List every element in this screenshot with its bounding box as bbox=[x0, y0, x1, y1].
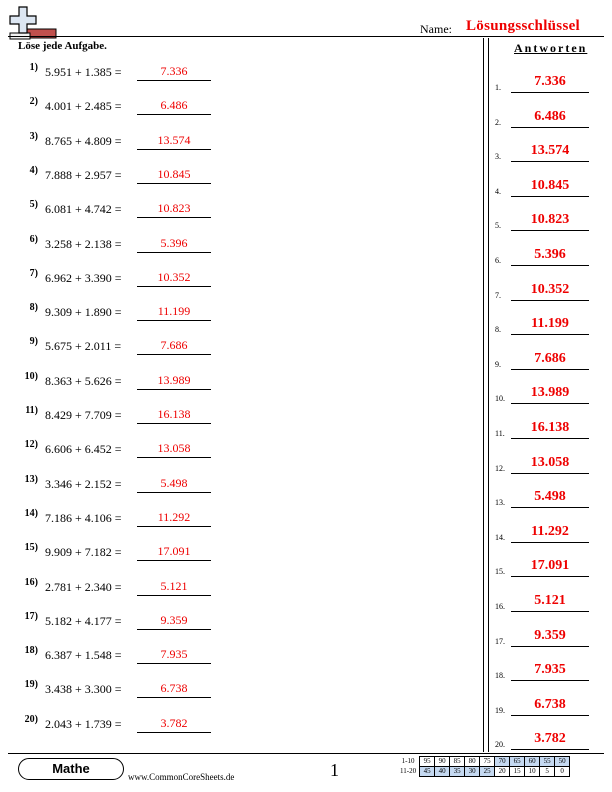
problem-expression: 6.606 + 6.452 = bbox=[45, 442, 122, 457]
answer-key-number: 11. bbox=[495, 429, 505, 438]
answer-key-value: 17.091 bbox=[511, 558, 589, 577]
problem-number: 6) bbox=[29, 233, 38, 245]
answer-key-value: 13.989 bbox=[511, 385, 589, 404]
answer-key-value: 11.199 bbox=[511, 316, 589, 335]
problem-answer: 10.845 bbox=[137, 167, 211, 184]
header-divider bbox=[8, 36, 604, 37]
problem-answer: 5.121 bbox=[137, 579, 211, 596]
problem-number: 5) bbox=[29, 199, 38, 211]
answer-key-number: 2. bbox=[495, 117, 501, 127]
score-table bbox=[398, 756, 570, 777]
problem-answer: 9.359 bbox=[137, 613, 211, 630]
score-row-label: 11-20 bbox=[400, 767, 417, 775]
problem-answer: 13.574 bbox=[137, 133, 211, 150]
score-cell: 45 bbox=[420, 767, 435, 777]
problem-number: 20) bbox=[24, 713, 38, 725]
problem-expression: 5.951 + 1.385 = bbox=[45, 65, 122, 79]
subject-badge: Mathe bbox=[18, 758, 124, 780]
problem-answer: 13.058 bbox=[137, 441, 211, 458]
problem-number: 15) bbox=[24, 542, 38, 554]
problem-expression: 6.387 + 1.548 = bbox=[45, 648, 122, 663]
answer-key-value: 5.396 bbox=[511, 247, 589, 266]
column-divider bbox=[483, 38, 484, 752]
problem-expression: 4.001 + 2.485 = bbox=[45, 99, 122, 114]
score-cell: 30 bbox=[465, 767, 480, 777]
score-cell: 75 bbox=[480, 757, 495, 767]
score-cell: 35 bbox=[450, 767, 465, 777]
answer-key-value: 16.138 bbox=[511, 420, 589, 439]
answer-key-number: 19. bbox=[495, 705, 505, 715]
problem-number: 19) bbox=[24, 679, 38, 691]
answer-key-value: 7.336 bbox=[511, 74, 589, 93]
score-cell: 65 bbox=[510, 757, 525, 767]
answer-key-value: 7.935 bbox=[511, 662, 589, 681]
score-cell: 10 bbox=[525, 767, 540, 777]
problem-number: 18) bbox=[24, 645, 38, 657]
problem-number: 9) bbox=[29, 336, 38, 348]
problem-expression: 2.043 + 1.739 = bbox=[45, 716, 122, 731]
answer-key-value: 3.782 bbox=[511, 731, 589, 750]
problem-answer: 10.823 bbox=[137, 201, 211, 218]
answer-key-value: 10.823 bbox=[511, 212, 589, 231]
answer-key-value: 5.121 bbox=[511, 593, 589, 612]
score-cell: 85 bbox=[450, 757, 465, 767]
score-cell: 20 bbox=[495, 767, 510, 777]
problem-expression: 8.363 + 5.626 = bbox=[45, 373, 122, 388]
answer-key-value: 13.574 bbox=[511, 143, 589, 162]
problem-answer: 17.091 bbox=[137, 544, 211, 561]
score-cell: 80 bbox=[465, 757, 480, 767]
score-row-label: 1-10 bbox=[401, 757, 415, 765]
problem-answer: 6.486 bbox=[137, 98, 211, 115]
problem-answer: 11.199 bbox=[137, 304, 211, 321]
problem-number: 12) bbox=[24, 439, 38, 451]
answers-heading: Antworten bbox=[514, 41, 588, 55]
score-cell: 70 bbox=[495, 757, 510, 767]
problem-expression: 5.182 + 4.177 = bbox=[45, 613, 122, 628]
problem-number: 11) bbox=[25, 405, 38, 416]
problem-answer: 7.686 bbox=[137, 338, 211, 355]
answer-key-number: 5. bbox=[495, 221, 501, 231]
answer-key-value: 6.738 bbox=[511, 697, 589, 716]
problem-expression: 9.309 + 1.890 = bbox=[45, 305, 122, 320]
answer-key-value: 13.058 bbox=[511, 455, 589, 474]
score-row bbox=[398, 767, 570, 777]
website-link[interactable]: www.CommonCoreSheets.de bbox=[128, 772, 235, 782]
score-row bbox=[398, 757, 570, 767]
problem-expression: 9.909 + 7.182 = bbox=[45, 545, 122, 560]
problem-expression: 7.888 + 2.957 = bbox=[45, 167, 122, 182]
answer-key-number: 20. bbox=[495, 740, 505, 750]
instructions: Löse jede Aufgabe. bbox=[18, 40, 107, 52]
score-cell: 60 bbox=[525, 757, 540, 767]
score-cell: 25 bbox=[480, 767, 495, 777]
name-value: Lösungsschlüssel bbox=[466, 18, 581, 34]
problem-answer: 5.396 bbox=[137, 236, 211, 253]
score-cell: 95 bbox=[420, 757, 435, 767]
problem-number: 16) bbox=[24, 576, 38, 588]
page-number: 1 bbox=[330, 760, 339, 780]
problem-number: 4) bbox=[29, 164, 38, 176]
answer-key-value: 10.352 bbox=[511, 282, 589, 301]
answer-key-number: 7. bbox=[495, 290, 501, 300]
problem-number: 14) bbox=[24, 507, 38, 519]
score-cell: 5 bbox=[540, 767, 555, 777]
answer-key-number: 3. bbox=[495, 152, 501, 162]
problem-expression: 2.781 + 2.340 = bbox=[45, 579, 122, 594]
problem-expression: 7.186 + 4.106 = bbox=[45, 510, 122, 525]
answer-key-value: 9.359 bbox=[511, 628, 589, 647]
problem-expression: 8.765 + 4.809 = bbox=[45, 133, 122, 148]
score-cell: 55 bbox=[540, 757, 555, 767]
answer-key-number: 16. bbox=[495, 602, 505, 611]
problem-answer: 13.989 bbox=[137, 373, 211, 390]
problem-expression: 3.438 + 3.300 = bbox=[45, 682, 122, 697]
problem-answer: 10.352 bbox=[137, 270, 211, 287]
answer-key-number: 12. bbox=[495, 463, 505, 473]
answer-key-number: 6. bbox=[495, 256, 501, 265]
problem-number: 8) bbox=[29, 302, 38, 314]
problem-number: 2) bbox=[29, 96, 38, 108]
score-cell: 90 bbox=[435, 757, 450, 767]
answer-key-number: 8. bbox=[495, 325, 501, 335]
score-cell: 40 bbox=[435, 767, 450, 777]
name-label: Name: bbox=[420, 22, 452, 36]
problem-expression: 3.258 + 2.138 = bbox=[45, 236, 122, 251]
problem-answer: 6.738 bbox=[137, 681, 211, 698]
problem-number: 7) bbox=[29, 267, 38, 279]
answer-key-number: 1. bbox=[495, 83, 501, 92]
problem-expression: 8.429 + 7.709 = bbox=[45, 408, 122, 422]
answer-key-number: 4. bbox=[495, 186, 501, 196]
answer-key-number: 10. bbox=[495, 394, 505, 404]
problem-number: 3) bbox=[29, 130, 38, 142]
problem-answer: 7.336 bbox=[137, 64, 211, 81]
answer-key-number: 9. bbox=[495, 359, 501, 369]
column-divider bbox=[488, 38, 489, 752]
problem-number: 13) bbox=[24, 473, 38, 485]
problem-number: 17) bbox=[24, 610, 38, 622]
problem-expression: 6.081 + 4.742 = bbox=[45, 202, 122, 217]
score-cell: 15 bbox=[510, 767, 525, 777]
answer-key-value: 6.486 bbox=[511, 109, 589, 128]
problem-number: 10) bbox=[24, 370, 38, 382]
problem-expression: 6.962 + 3.390 = bbox=[45, 270, 122, 285]
problem-answer: 16.138 bbox=[137, 407, 211, 424]
problem-answer: 3.782 bbox=[137, 716, 211, 733]
answer-key-number: 14. bbox=[495, 532, 505, 542]
problem-answer: 11.292 bbox=[137, 510, 211, 527]
answer-key-number: 17. bbox=[495, 636, 505, 646]
answer-key-value: 10.845 bbox=[511, 178, 589, 197]
score-cell: 0 bbox=[555, 767, 570, 777]
problem-answer: 7.935 bbox=[137, 647, 211, 664]
answer-key-number: 13. bbox=[495, 498, 505, 508]
footer-divider bbox=[8, 753, 604, 754]
problem-expression: 5.675 + 2.011 = bbox=[45, 339, 122, 354]
answer-key-number: 18. bbox=[495, 671, 505, 681]
score-cell: 50 bbox=[555, 757, 570, 767]
answer-key-value: 5.498 bbox=[511, 489, 589, 508]
problem-answer: 5.498 bbox=[137, 476, 211, 493]
problem-number: 1) bbox=[29, 62, 38, 73]
answer-key-number: 15. bbox=[495, 567, 505, 577]
problem-expression: 3.346 + 2.152 = bbox=[45, 476, 122, 491]
answer-key-value: 7.686 bbox=[511, 351, 589, 370]
answer-key-value: 11.292 bbox=[511, 524, 589, 543]
